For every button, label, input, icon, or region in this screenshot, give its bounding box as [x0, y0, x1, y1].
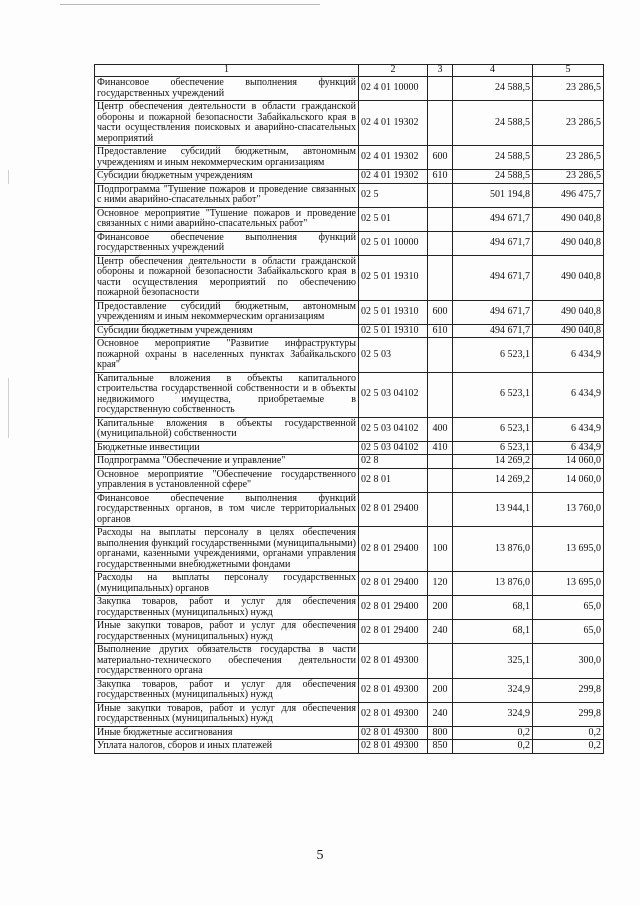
row-value-2023-cell: 13 876,0 — [453, 527, 533, 572]
row-kind-cell — [428, 207, 453, 231]
table-row — [95, 324, 604, 338]
row-value-2024-cell: 490 040,8 — [533, 231, 604, 255]
row-value-2023-cell: 494 671,7 — [453, 255, 533, 300]
row-kind-cell: 600 — [428, 146, 453, 170]
row-name-cell: Капитальные вложения в объекты государственной (муниципальной) собственности — [95, 417, 359, 441]
row-value-2023-cell: 68,1 — [453, 620, 533, 644]
table-body — [95, 77, 604, 754]
budget-table — [94, 64, 604, 754]
row-value-2023-cell: 6 523,1 — [453, 372, 533, 417]
row-value-2023-cell: 24 588,5 — [453, 170, 533, 184]
row-name-cell: Закупка товаров, работ и услуг для обеспечения государственных (муниципальных) нужд — [95, 678, 359, 702]
row-value-2023-cell: 24 588,5 — [453, 146, 533, 170]
row-kind-cell: 200 — [428, 596, 453, 620]
row-code-cell: 02 8 01 29400 — [359, 620, 428, 644]
scan-margin-mark — [8, 170, 9, 184]
table-row — [95, 740, 604, 754]
row-kind-cell — [428, 101, 453, 146]
row-value-2023-cell: 324,9 — [453, 702, 533, 726]
table-row — [95, 678, 604, 702]
row-value-2024-cell: 14 060,0 — [533, 455, 604, 469]
row-code-cell: 02 8 — [359, 455, 428, 469]
row-name-cell: Иные закупки товаров, работ и услуг для обеспечения государственных (муниципальных) нужд — [95, 620, 359, 644]
table-row — [95, 183, 604, 207]
page-number: 5 — [316, 848, 324, 863]
row-value-2023-cell: 13 876,0 — [453, 572, 533, 596]
row-kind-cell: 410 — [428, 441, 453, 455]
column-header: 5 — [533, 65, 604, 77]
row-kind-cell — [428, 455, 453, 469]
table-row — [95, 726, 604, 740]
row-value-2024-cell: 23 286,5 — [533, 146, 604, 170]
row-name-cell: Иные закупки товаров, работ и услуг для обеспечения государственных (муниципальных) нужд — [95, 702, 359, 726]
table-row — [95, 231, 604, 255]
row-kind-cell: 400 — [428, 417, 453, 441]
row-code-cell: 02 4 01 19302 — [359, 101, 428, 146]
row-value-2023-cell: 6 523,1 — [453, 417, 533, 441]
scan-edge-line — [60, 4, 320, 5]
row-name-cell: Финансовое обеспечение выполнения функций государственных учреждений — [95, 77, 359, 101]
row-value-2023-cell: 14 269,2 — [453, 455, 533, 469]
row-code-cell: 02 5 — [359, 183, 428, 207]
row-code-cell: 02 4 01 10000 — [359, 77, 428, 101]
row-kind-cell — [428, 468, 453, 492]
row-code-cell: 02 8 01 49300 — [359, 678, 428, 702]
row-kind-cell — [428, 183, 453, 207]
row-value-2024-cell: 490 040,8 — [533, 255, 604, 300]
row-value-2024-cell: 65,0 — [533, 620, 604, 644]
table-row — [95, 170, 604, 184]
row-value-2024-cell: 496 475,7 — [533, 183, 604, 207]
row-value-2024-cell: 299,8 — [533, 702, 604, 726]
column-header: 2 — [359, 65, 428, 77]
row-value-2023-cell: 324,9 — [453, 678, 533, 702]
row-kind-cell — [428, 255, 453, 300]
row-value-2024-cell: 490 040,8 — [533, 300, 604, 324]
row-value-2023-cell: 494 671,7 — [453, 324, 533, 338]
table-row — [95, 77, 604, 101]
row-kind-cell — [428, 231, 453, 255]
row-name-cell: Основное мероприятие "Тушение пожаров и проведение связанных с ними аварийно-спасательных работ" — [95, 207, 359, 231]
row-value-2024-cell: 23 286,5 — [533, 170, 604, 184]
row-code-cell: 02 5 01 19310 — [359, 324, 428, 338]
row-kind-cell — [428, 338, 453, 373]
row-name-cell: Субсидии бюджетным учреждениям — [95, 170, 359, 184]
row-code-cell: 02 5 01 — [359, 207, 428, 231]
row-value-2024-cell: 0,2 — [533, 740, 604, 754]
row-name-cell: Финансовое обеспечение выполнения функций государственных органов, в том числе территориальных органов — [95, 492, 359, 527]
row-kind-cell: 200 — [428, 678, 453, 702]
row-name-cell: Расходы на выплаты персоналу государственных (муниципальных) органов — [95, 572, 359, 596]
row-value-2024-cell: 6 434,9 — [533, 441, 604, 455]
row-kind-cell: 600 — [428, 300, 453, 324]
row-value-2023-cell: 325,1 — [453, 644, 533, 679]
table-row — [95, 455, 604, 469]
row-kind-cell: 800 — [428, 726, 453, 740]
row-kind-cell: 850 — [428, 740, 453, 754]
row-name-cell: Предоставление субсидий бюджетным, автономным учреждениям и иным некоммерческим организациям — [95, 146, 359, 170]
row-name-cell: Иные бюджетные ассигнования — [95, 726, 359, 740]
row-value-2024-cell: 6 434,9 — [533, 372, 604, 417]
table-row — [95, 207, 604, 231]
row-kind-cell — [428, 372, 453, 417]
row-name-cell: Субсидии бюджетным учреждениям — [95, 324, 359, 338]
row-value-2024-cell: 490 040,8 — [533, 207, 604, 231]
row-name-cell: Центр обеспечения деятельности в области гражданской обороны и пожарной безопасности Забайкальского края в части осуществления мероприятий по обеспечению пожарной безопасности — [95, 255, 359, 300]
table-row — [95, 468, 604, 492]
table-row — [95, 338, 604, 373]
column-header: 4 — [453, 65, 533, 77]
row-value-2024-cell: 23 286,5 — [533, 77, 604, 101]
row-value-2023-cell: 0,2 — [453, 726, 533, 740]
row-value-2024-cell: 13 695,0 — [533, 527, 604, 572]
table-row — [95, 300, 604, 324]
row-value-2023-cell: 494 671,7 — [453, 231, 533, 255]
row-value-2023-cell: 0,2 — [453, 740, 533, 754]
table-row — [95, 572, 604, 596]
row-value-2023-cell: 14 269,2 — [453, 468, 533, 492]
row-kind-cell: 610 — [428, 324, 453, 338]
row-code-cell: 02 8 01 29400 — [359, 596, 428, 620]
row-value-2024-cell: 65,0 — [533, 596, 604, 620]
row-code-cell: 02 8 01 29400 — [359, 527, 428, 572]
row-value-2024-cell: 13 695,0 — [533, 572, 604, 596]
column-header: 1 — [95, 65, 359, 77]
row-code-cell: 02 5 01 19310 — [359, 300, 428, 324]
row-name-cell: Уплата налогов, сборов и иных платежей — [95, 740, 359, 754]
row-name-cell: Закупка товаров, работ и услуг для обеспечения государственных (муниципальных) нужд — [95, 596, 359, 620]
row-name-cell: Выполнение других обязательств государства в части материально-технического обеспечения деятельности государственного органа — [95, 644, 359, 679]
row-code-cell: 02 5 03 04102 — [359, 441, 428, 455]
table-row — [95, 620, 604, 644]
row-name-cell: Подпрограмма "Тушение пожаров и проведение связанных с ними аварийно-спасательных работ" — [95, 183, 359, 207]
row-code-cell: 02 5 01 10000 — [359, 231, 428, 255]
row-value-2024-cell: 14 060,0 — [533, 468, 604, 492]
row-name-cell: Предоставление субсидий бюджетным, автономным учреждениям и иным некоммерческим организациям — [95, 300, 359, 324]
column-header: 3 — [428, 65, 453, 77]
row-kind-cell — [428, 492, 453, 527]
row-value-2023-cell: 501 194,8 — [453, 183, 533, 207]
row-value-2024-cell: 490 040,8 — [533, 324, 604, 338]
row-kind-cell — [428, 77, 453, 101]
row-value-2023-cell: 494 671,7 — [453, 300, 533, 324]
row-name-cell: Финансовое обеспечение выполнения функций государственных учреждений — [95, 231, 359, 255]
row-name-cell: Расходы на выплаты персоналу в целях обеспечения выполнения функций государственными (муниципальными) органами, казенными учреждениями, органами управления государственными внебюджетными фондами — [95, 527, 359, 572]
row-code-cell: 02 4 01 19302 — [359, 170, 428, 184]
row-value-2023-cell: 68,1 — [453, 596, 533, 620]
table-header-row — [95, 65, 604, 77]
row-kind-cell — [428, 644, 453, 679]
row-name-cell: Центр обеспечения деятельности в области гражданской обороны и пожарной безопасности Забайкальского края в части осуществления поисковых и аварийно-спасательных мероприятий — [95, 101, 359, 146]
row-code-cell: 02 5 01 19310 — [359, 255, 428, 300]
table-row — [95, 702, 604, 726]
row-code-cell: 02 8 01 29400 — [359, 492, 428, 527]
row-code-cell: 02 8 01 49300 — [359, 702, 428, 726]
row-value-2023-cell: 6 523,1 — [453, 441, 533, 455]
table-row — [95, 644, 604, 679]
row-code-cell: 02 4 01 19302 — [359, 146, 428, 170]
row-value-2023-cell: 24 588,5 — [453, 101, 533, 146]
table-row — [95, 417, 604, 441]
scan-margin-mark — [8, 378, 9, 438]
row-value-2024-cell: 13 760,0 — [533, 492, 604, 527]
table-row — [95, 492, 604, 527]
row-code-cell: 02 8 01 — [359, 468, 428, 492]
row-kind-cell: 240 — [428, 702, 453, 726]
table-row — [95, 372, 604, 417]
table-row — [95, 441, 604, 455]
row-code-cell: 02 8 01 49300 — [359, 644, 428, 679]
row-value-2024-cell: 23 286,5 — [533, 101, 604, 146]
row-code-cell: 02 8 01 49300 — [359, 740, 428, 754]
row-value-2024-cell: 300,0 — [533, 644, 604, 679]
row-code-cell: 02 5 03 — [359, 338, 428, 373]
table-row — [95, 146, 604, 170]
row-code-cell: 02 8 01 49300 — [359, 726, 428, 740]
row-kind-cell: 120 — [428, 572, 453, 596]
row-value-2023-cell: 13 944,1 — [453, 492, 533, 527]
row-value-2023-cell: 6 523,1 — [453, 338, 533, 373]
table-row — [95, 255, 604, 300]
row-code-cell: 02 5 03 04102 — [359, 417, 428, 441]
row-code-cell: 02 8 01 29400 — [359, 572, 428, 596]
row-code-cell: 02 5 03 04102 — [359, 372, 428, 417]
row-kind-cell: 240 — [428, 620, 453, 644]
table-row — [95, 596, 604, 620]
row-value-2024-cell: 0,2 — [533, 726, 604, 740]
row-name-cell: Основное мероприятие "Обеспечение государственного управления в установленной сфере" — [95, 468, 359, 492]
row-value-2023-cell: 24 588,5 — [453, 77, 533, 101]
row-name-cell: Капитальные вложения в объекты капитального строительства государственной собственности и в объекты недвижимого имущества, приобретаемые в государственную собственность — [95, 372, 359, 417]
row-kind-cell: 100 — [428, 527, 453, 572]
row-name-cell: Бюджетные инвестиции — [95, 441, 359, 455]
row-kind-cell: 610 — [428, 170, 453, 184]
row-name-cell: Основное мероприятие "Развитие инфраструктуры пожарной охраны в населенных пунктах Забайкальского края" — [95, 338, 359, 373]
row-name-cell: Подпрограмма "Обеспечение и управление" — [95, 455, 359, 469]
row-value-2024-cell: 6 434,9 — [533, 417, 604, 441]
table-row — [95, 527, 604, 572]
row-value-2023-cell: 494 671,7 — [453, 207, 533, 231]
table-row — [95, 101, 604, 146]
row-value-2024-cell: 299,8 — [533, 678, 604, 702]
row-value-2024-cell: 6 434,9 — [533, 338, 604, 373]
